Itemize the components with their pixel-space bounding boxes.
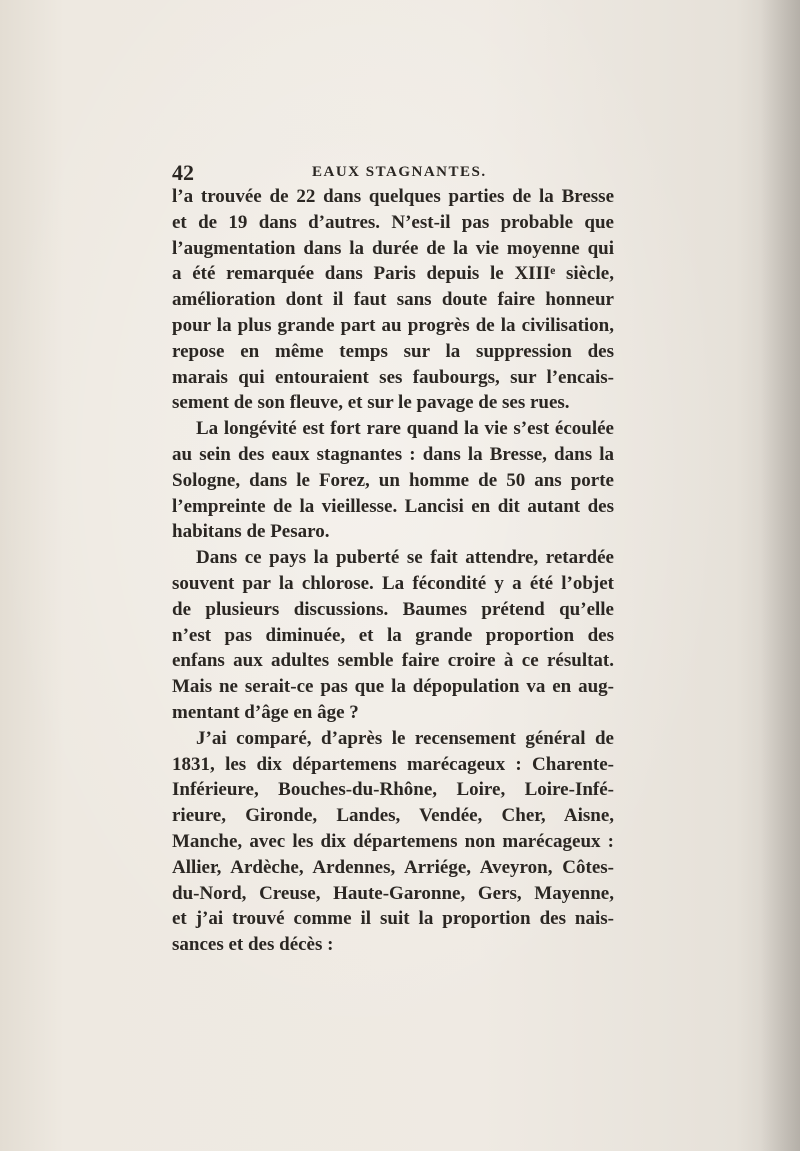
text-line: l’a trouvée de 22 dans quelques parties de la Bresse — [172, 186, 614, 207]
text-line: marais qui entouraient ses faubourgs, sur l’encais- — [172, 366, 614, 388]
text-line: Manche, avec les dix départemens non marécageux : — [172, 830, 614, 852]
text-line: souvent par la chlorose. La fécondité y a été l’objet — [172, 572, 614, 594]
paragraph-1 — [172, 184, 614, 416]
text-line: n’est pas diminuée, et la grande proportion des — [172, 624, 614, 646]
text-line: et de 19 dans d’autres. N’est-il pas probable que — [172, 211, 614, 233]
text-line: La longévité est fort rare quand la vie s’est écoulée — [196, 418, 614, 440]
text-line: J’ai comparé, d’après le recensement général de — [196, 727, 614, 749]
text-line: habitans de Pesaro. — [172, 521, 330, 543]
text-line: mentant d’âge en âge ? — [172, 701, 359, 723]
text-line: Allier, Ardèche, Ardennes, Arriége, Aveyron, Côtes- — [172, 856, 614, 878]
text-line: du-Nord, Creuse, Haute-Garonne, Gers, Mayenne, — [172, 882, 614, 904]
text-line: Dans ce pays la puberté se fait attendre, retardée — [196, 547, 614, 569]
text-line: au sein des eaux stagnantes : dans la Bresse, dans la — [172, 443, 614, 465]
text-line: sances et des décès : — [172, 934, 334, 956]
text-line: repose en même temps sur la suppression des — [172, 340, 614, 362]
text-line: Inférieure, Bouches-du-Rhône, Loire, Loire-Infé- — [172, 779, 614, 801]
paragraph-4 — [172, 726, 614, 958]
body-text — [172, 184, 614, 958]
text-line: amélioration dont il faut sans doute faire honneur — [172, 289, 614, 311]
page-edge-shadow — [760, 0, 800, 1151]
text-line: l’empreinte de la vieillesse. Lancisi en dit autant des — [172, 495, 614, 517]
text-line: et j’ai trouvé comme il suit la proportion des nais- — [172, 908, 614, 930]
text-line: sement de son fleuve, et sur le pavage de ses rues. — [172, 392, 570, 414]
text-line: a été remarquée dans Paris depuis le XIIIᵉ siècle, — [172, 263, 614, 285]
page-header — [172, 160, 612, 184]
paragraph-2 — [172, 416, 614, 545]
page-number: 42 — [172, 160, 194, 185]
text-line: rieure, Gironde, Landes, Vendée, Cher, Aisne, — [172, 805, 614, 827]
text-line: 1831, les dix départemens marécageux : Charente- — [172, 753, 614, 775]
text-line: pour la plus grande part au progrès de la civilisation, — [172, 314, 614, 336]
running-title: EAUX STAGNANTES. — [312, 164, 487, 180]
text-line: Sologne, dans le Forez, un homme de 50 ans porte — [172, 469, 614, 491]
text-line: de plusieurs discussions. Baumes prétend qu’elle — [172, 598, 614, 620]
text-line: l’augmentation dans la durée de la vie moyenne qui — [172, 237, 614, 259]
paragraph-3 — [172, 545, 614, 726]
text-line: Mais ne serait-ce pas que la dépopulation va en aug- — [172, 676, 614, 698]
text-line: enfans aux adultes semble faire croire à ce résultat. — [172, 650, 614, 672]
